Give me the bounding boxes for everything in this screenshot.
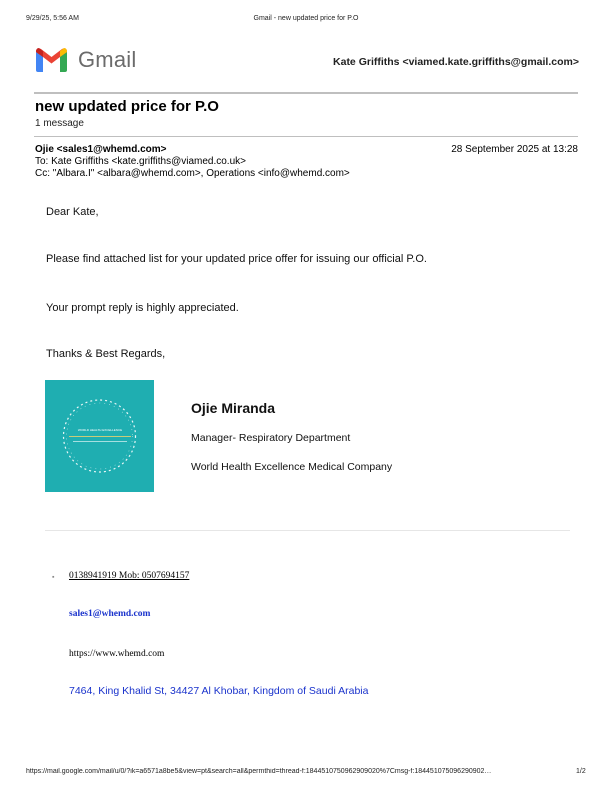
company-logo-image xyxy=(45,380,154,492)
print-page-number: 1/2 xyxy=(576,768,586,775)
company-logo-caption: WORLD HEALTH EXCELLENCE xyxy=(77,428,123,432)
message-from: Ojie <sales1@whemd.com> xyxy=(35,144,167,155)
header-divider xyxy=(34,92,578,94)
print-datetime: 9/29/25, 5:56 AM xyxy=(26,15,79,22)
message-cc: Cc: "Albara.I" <albara@whemd.com>, Operations <info@whemd.com> xyxy=(35,168,350,179)
account-email: Kate Griffiths <viamed.kate.griffiths@gmail.com> xyxy=(333,56,579,68)
signature-phone[interactable]: 0138941919 Mob: 0507694157 xyxy=(69,571,190,581)
bullet-icon: ▪ xyxy=(52,574,55,581)
print-footer-url: https://mail.google.com/mail/u/0/?ik=a6571a8be5&view=pt&search=all&permthid=thread-f:1844510750962909020%7Cmsg-f:184451075096290902… xyxy=(26,768,492,775)
signature-address-link[interactable]: 7464, King Khalid St, 34427 Al Khobar, Kingdom of Saudi Arabia xyxy=(69,685,369,697)
signature-divider xyxy=(45,530,570,531)
thread-subject: new updated price for P.O xyxy=(35,98,219,115)
message-to: To: Kate Griffiths <kate.griffiths@viamed.co.uk> xyxy=(35,156,246,167)
signature-email-link[interactable]: sales1@whemd.com xyxy=(69,609,151,619)
closing: Thanks & Best Regards, xyxy=(46,348,166,360)
signature-company: World Health Excellence Medical Company xyxy=(191,461,393,473)
gmail-logo-icon xyxy=(34,45,69,73)
body-paragraph-1: Please find attached list for your updated price offer for issuing our official P.O. xyxy=(46,253,427,265)
gmail-logo-text: Gmail xyxy=(78,47,137,72)
signature-name: Ojie Miranda xyxy=(191,400,276,416)
signature-website[interactable]: https://www.whemd.com xyxy=(69,649,165,659)
message-count: 1 message xyxy=(35,118,84,129)
greeting: Dear Kate, xyxy=(46,206,99,218)
company-logo-ring-icon xyxy=(45,380,154,492)
print-page-title: Gmail - new updated price for P.O xyxy=(253,15,359,22)
subject-divider xyxy=(34,136,578,137)
message-date: 28 September 2025 at 13:28 xyxy=(451,144,578,155)
body-paragraph-2: Your prompt reply is highly appreciated. xyxy=(46,302,239,314)
signature-title: Manager- Respiratory Department xyxy=(191,432,351,444)
